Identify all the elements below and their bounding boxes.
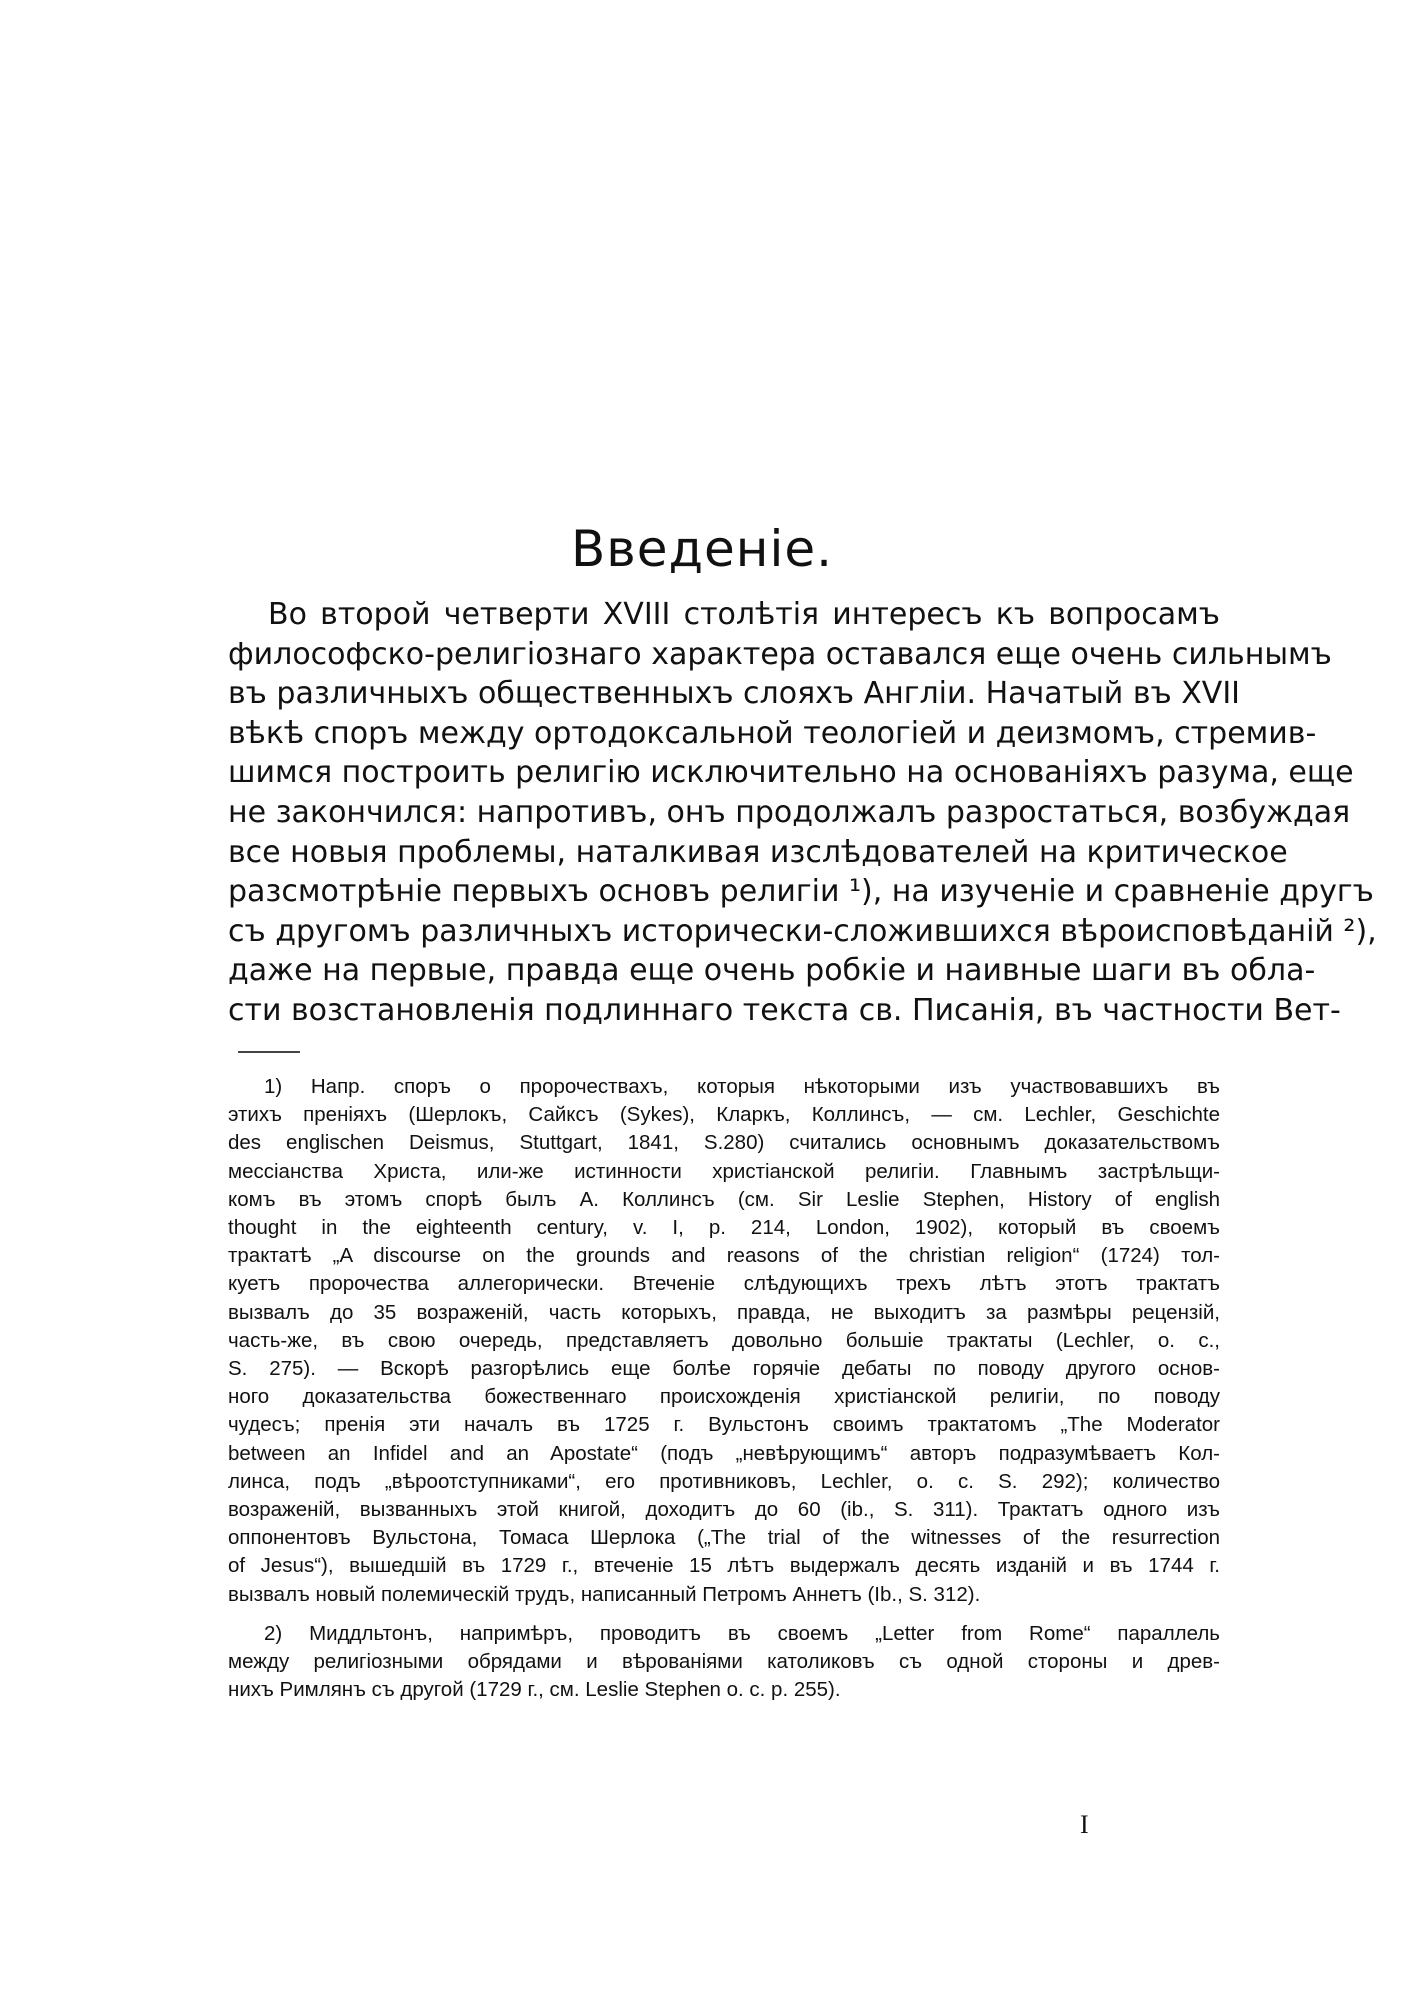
main-paragraph xyxy=(228,595,1377,1031)
paragraph-line: не закончился: напротивъ, онъ продолжалъ разростаться, возбуждая xyxy=(228,794,1351,830)
footnote-line: между религiозными обрядами и вѣрованiями католиковъ съ одной стороны и древ- xyxy=(228,1650,1220,1674)
footnote-line: between an Infidel and an Apostate“ (подъ „невѣрующимъ“ авторъ подразумѣваетъ Кол- xyxy=(228,1441,1220,1465)
footnote-line: оппонентовъ Вульстона, Томаса Шерлока („The trial of the witnesses of the resurrection xyxy=(228,1526,1220,1550)
footnote-line: thought in the eighteenth century, v. I, p. 214, London, 1902), который въ своемъ xyxy=(228,1216,1220,1240)
footnote-separator xyxy=(238,1051,300,1053)
paragraph-line: Во второй четверти XVIII столѣтiя интересъ къ вопросамъ xyxy=(268,597,1220,632)
page-number: I xyxy=(1080,1810,1089,1839)
footnote-line: мессiанства Христа, или-же истинности христiанской религiи. Главнымъ застрѣльщи- xyxy=(228,1159,1220,1183)
footnote-line: часть-же, въ свою очередь, представляетъ довольно большiе трактаты (Lechler, o. c., xyxy=(228,1328,1220,1352)
paragraph-line: даже на первые, правда еще очень робкiе и наивные шаги въ обла- xyxy=(228,953,1316,989)
footnote-2 xyxy=(228,1620,1220,1705)
footnotes xyxy=(228,1073,1220,1704)
chapter-title: Введенiе. xyxy=(570,520,834,578)
footnote-1 xyxy=(228,1073,1220,1609)
footnote-line: комъ въ этомъ спорѣ былъ А. Коллинсъ (см. Sir Leslie Stephen, History of english xyxy=(228,1187,1220,1211)
footnote-line: вызвалъ новый полемическiй трудъ, написанный Петромъ Аннетъ (Ib., S. 312). xyxy=(228,1582,981,1606)
footnote-line: трактатѣ „A discourse on the grounds and reasons of the christian religion“ (1724) тол- xyxy=(228,1244,1220,1268)
footnote-line: des englischen Deismus, Stuttgart, 1841, S.280) считались основнымъ доказательствомъ xyxy=(228,1131,1220,1155)
paragraph-line: сти возстановленiя подлиннаго текста св. Писанiя, въ частности Вет- xyxy=(228,992,1341,1028)
footnote-line: куетъ пророчества аллегорически. Втеченiе слѣдующихъ трехъ лѣтъ этотъ трактатъ xyxy=(228,1272,1220,1296)
footnote-line: нихъ Римлянъ съ другой (1729 г., см. Leslie Stephen o. c. p. 255). xyxy=(228,1678,841,1702)
paragraph-line: съ другомъ различныхъ исторически-сложившихся вѣроисповѣданiй ²), xyxy=(228,913,1377,949)
footnote-line: ного доказательства божественнаго происхожденiя христiанской религiи, по поводу xyxy=(228,1385,1220,1409)
footnote-gap xyxy=(228,1609,1220,1620)
paragraph-line: все новыя проблемы, наталкивая изслѣдователей на критическое xyxy=(228,834,1288,870)
footnote-line: этихъ пренiяхъ (Шерлокъ, Сайксъ (Sykes), Кларкъ, Коллинсъ, — см. Lechler, Geschichte xyxy=(228,1103,1220,1127)
paragraph-line: вѣкѣ споръ между ортодоксальной теологiей и деизмомъ, стремив- xyxy=(228,715,1317,751)
paragraph-line: въ различныхъ общественныхъ слояхъ Англiи. Начатый въ XVII xyxy=(228,676,1241,712)
footnote-line: чудесъ; пренiя эти началъ въ 1725 г. Вульстонъ своимъ трактатомъ „The Moderator xyxy=(228,1413,1220,1437)
footnote-line: S. 275). — Вскорѣ разгорѣлись еще болѣе горячiе дебаты по поводу другого основ- xyxy=(228,1357,1220,1381)
paragraph-line: шимся построить религiю исключительно на основанiяхъ разума, еще xyxy=(228,755,1354,791)
paragraph-line: философско-религiознаго характера оставался еще очень сильнымъ xyxy=(228,636,1332,672)
footnote-line: вызвалъ до 35 возраженiй, часть которыхъ, правда, не выходитъ за размѣры рецензiй, xyxy=(228,1300,1220,1324)
footnote-line: of Jesus“), вышедшiй въ 1729 г., втеченiе 15 лѣтъ выдержалъ десять изданiй и въ 1744 г. xyxy=(228,1554,1220,1578)
footnote-line: линса, подъ „вѣроотступниками“, его противниковъ, Lechler, o. c. S. 292); количество xyxy=(228,1469,1220,1493)
paragraph-line: разсмотрѣнiе первыхъ основъ религiи ¹), на изученiе и сравненiе другъ xyxy=(228,874,1374,910)
footnote-line: возраженiй, вызванныхъ этой книгой, доходитъ до 60 (ib., S. 311). Трактатъ одного изъ xyxy=(228,1498,1220,1522)
footnote-line: 2) Миддльтонъ, напримѣръ, проводитъ въ своемъ „Letter from Rome“ параллель xyxy=(264,1621,1220,1645)
footnote-line: 1) Напр. споръ о пророчествахъ, которыя нѣкоторыми изъ участвовавшихъ въ xyxy=(264,1075,1220,1098)
